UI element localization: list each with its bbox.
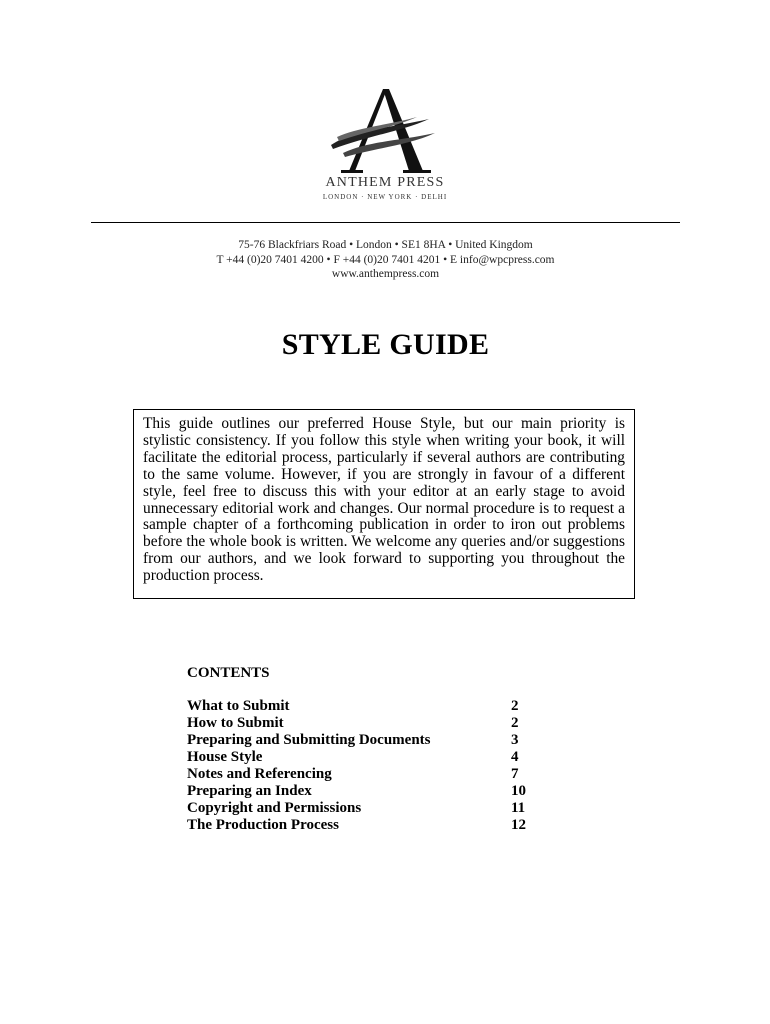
toc-page: 4 <box>511 749 519 765</box>
toc-row <box>187 732 547 749</box>
toc-row <box>187 766 547 783</box>
toc-title: Preparing an Index <box>187 783 312 799</box>
anthem-press-logo <box>325 85 445 177</box>
intro-text: This guide outlines our preferred House Style, but our main priority is stylistic consistency. If you follow this style when writing your book, it will facilitate the editorial process, particularly if several authors are contributing to the same volume. However, if you are strongly in favour of a different style, feel free to discuss this with your editor at an early stage to avoid unnecessary editorial work and changes. Our normal procedure is to request a sample chapter of a forthcoming publication in order to iron out problems before the whole book is written. We welcome any queries and/or suggestions from our authors, and we look forward to supporting you throughout the production process. <box>143 415 625 585</box>
document-title: STYLE GUIDE <box>281 328 490 361</box>
toc-title: House Style <box>187 749 263 765</box>
toc-page: 11 <box>511 800 526 816</box>
toc-title: What to Submit <box>187 698 290 714</box>
toc-row <box>187 749 547 766</box>
toc-page: 3 <box>511 732 519 748</box>
toc-page: 10 <box>511 783 526 799</box>
toc-row <box>187 715 547 732</box>
publisher-name: ANTHEM PRESS <box>325 175 445 190</box>
toc-page: 2 <box>511 698 519 714</box>
toc-page: 2 <box>511 715 519 731</box>
toc-title: The Production Process <box>187 817 339 833</box>
toc-row <box>187 783 547 800</box>
toc-title: Copyright and Permissions <box>187 800 362 816</box>
toc-title: How to Submit <box>187 715 284 731</box>
publisher-cities: LONDON · NEW YORK · DELHI <box>322 193 448 201</box>
toc-page: 12 <box>511 817 526 833</box>
intro-box <box>133 409 635 599</box>
toc-page: 7 <box>511 766 519 782</box>
toc-title: Preparing and Submitting Documents <box>187 732 431 748</box>
table-of-contents <box>187 698 547 834</box>
website: www.anthempress.com <box>331 268 440 280</box>
contact-line: T +44 (0)20 7401 4200 • F +44 (0)20 7401 4201 • E info@wpcpress.com <box>216 254 555 266</box>
toc-title: Notes and Referencing <box>187 766 332 782</box>
address-line: 75-76 Blackfriars Road • London • SE1 8HA • United Kingdom <box>238 239 533 251</box>
toc-row <box>187 800 547 817</box>
toc-row <box>187 698 547 715</box>
header-divider <box>91 222 680 223</box>
toc-row <box>187 817 547 834</box>
contents-heading: CONTENTS <box>187 665 270 681</box>
